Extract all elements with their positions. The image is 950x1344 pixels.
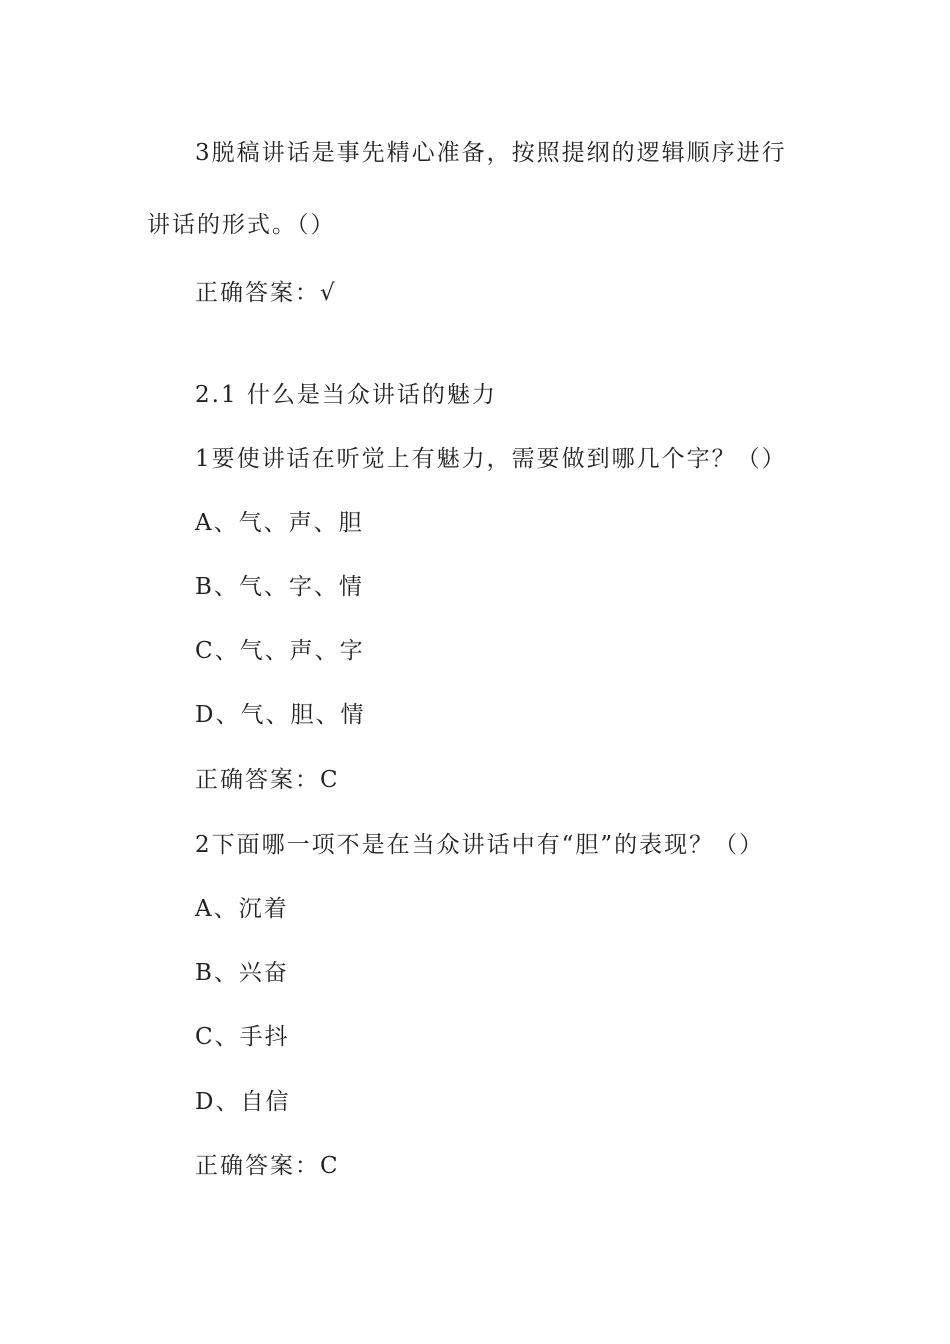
question-3-answer: 正确答案：√: [195, 280, 337, 306]
question-1-text: 1要使讲话在听觉上有魅力，需要做到哪几个字？（）: [195, 446, 787, 472]
question-2-text: 2下面哪一项不是在当众讲话中有“胆”的表现？（）: [195, 832, 765, 858]
question-2-option-c: C、手抖: [195, 1024, 290, 1050]
question-1-option-b: B、气、字、情: [195, 574, 364, 600]
question-3-text-line2: 讲话的形式。（）: [147, 212, 336, 238]
section-title: 2.1 什么是当众讲话的魅力: [195, 382, 497, 408]
question-3-text-line1: 3脱稿讲话是事先精心准备，按照提纲的逻辑顺序进行: [195, 140, 787, 166]
question-2-answer: 正确答案：C: [195, 1153, 340, 1179]
question-2-option-a: A、沉着: [195, 896, 289, 922]
question-1-option-d: D、气、胆、情: [195, 702, 366, 728]
question-1-answer: 正确答案：C: [195, 767, 340, 793]
question-2-option-b: B、兴奋: [195, 960, 289, 986]
question-1-option-a: A、气、声、胆: [195, 510, 364, 536]
question-1-option-c: C、气、声、字: [195, 638, 365, 664]
question-2-option-d: D、自信: [195, 1089, 291, 1115]
